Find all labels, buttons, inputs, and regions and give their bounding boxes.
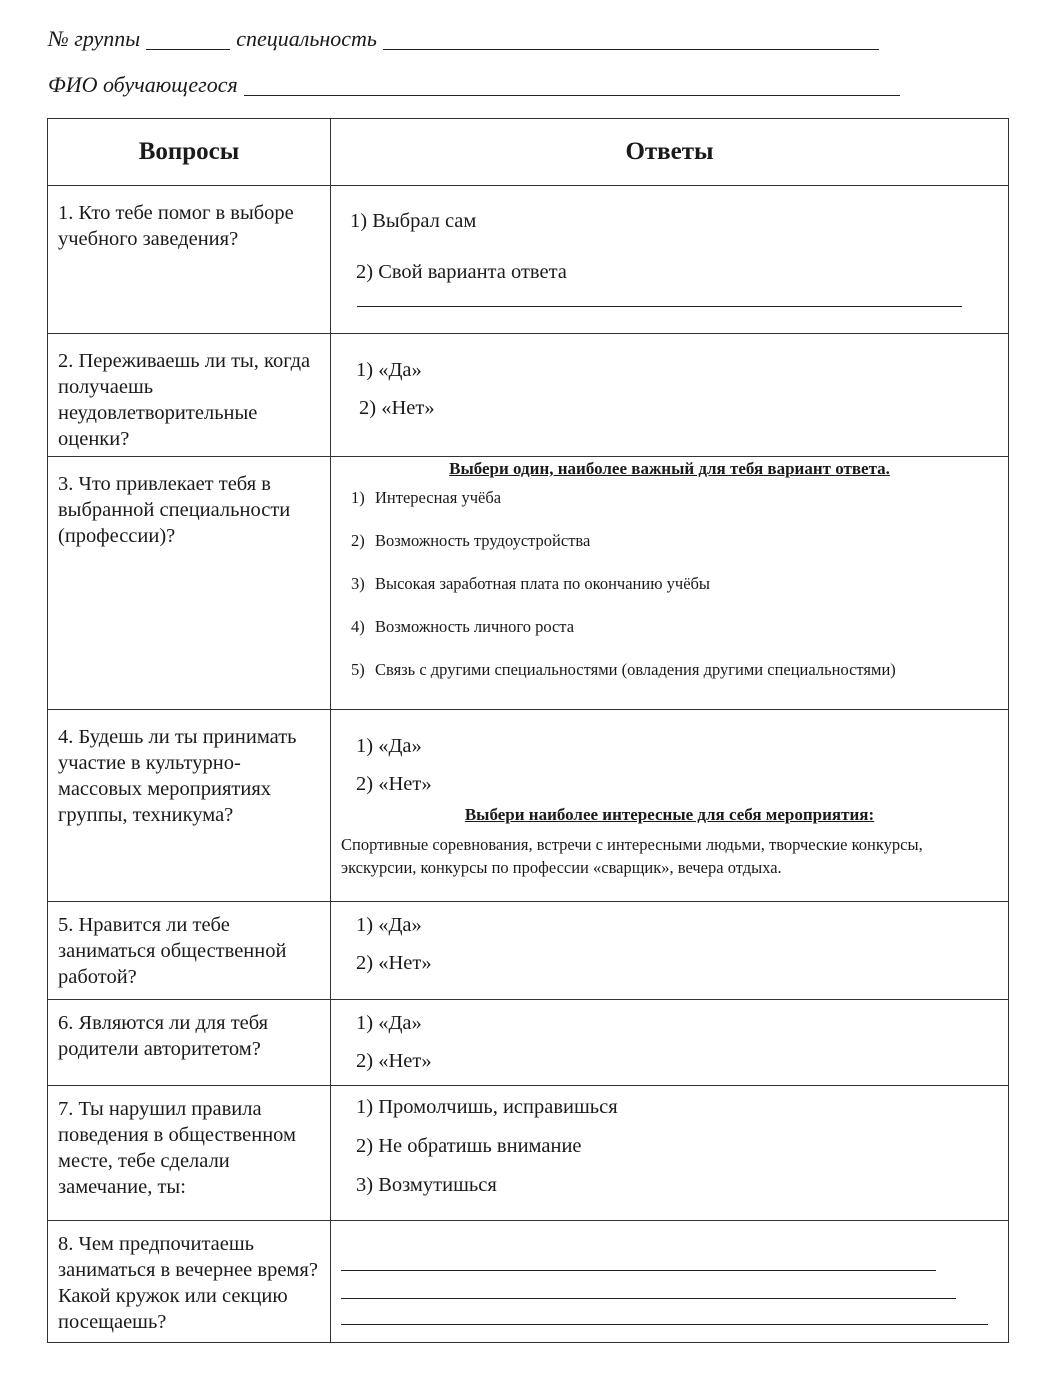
instruction-3: Выбери один, наиболее важный для тебя вариант ответа.	[449, 459, 890, 478]
question-8: 8. Чем предпочитаешь заниматься в вечернее время? Какой кружок или секцию посещаешь?	[58, 1233, 318, 1333]
option-7-1[interactable]: 1) Промолчишь, исправишься	[356, 1096, 618, 1118]
option-5-1[interactable]: 1) «Да»	[356, 914, 422, 936]
table-row	[48, 334, 1009, 457]
table-row	[48, 186, 1009, 334]
option-1-2[interactable]: 2) Свой варианта ответа	[356, 261, 567, 283]
option-2-1[interactable]: 1) «Да»	[356, 359, 422, 381]
question-4: 4. Будешь ли ты принимать участие в культурно-массовых мероприятиях группы, техникума?	[58, 726, 297, 826]
list-item[interactable]	[331, 488, 1008, 531]
answers-column-header: Ответы	[331, 119, 1009, 186]
option-6-1[interactable]: 1) «Да»	[356, 1012, 422, 1034]
table-row	[48, 457, 1009, 710]
list-number: 3)	[351, 574, 365, 593]
group-label: № группы	[48, 26, 141, 51]
fio-field[interactable]	[244, 94, 900, 96]
option-5-2[interactable]: 2) «Нет»	[356, 952, 432, 974]
question-1: 1. Кто тебе помог в выборе учебного заведения?	[58, 202, 294, 250]
answer-list-3	[331, 479, 1008, 703]
list-number: 2)	[351, 531, 365, 550]
list-item[interactable]	[331, 574, 1008, 617]
question-7: 7. Ты нарушил правила поведения в общественном месте, тебе сделали замечание, ты:	[58, 1098, 297, 1198]
question-5: 5. Нравится ли тебе заниматься общественной работой?	[58, 914, 287, 988]
option-4-1[interactable]: 1) «Да»	[356, 735, 422, 757]
specialty-label: специальность	[236, 26, 377, 51]
answer-line[interactable]	[341, 1297, 956, 1299]
question-6: 6. Являются ли для тебя родители авторитетом?	[58, 1012, 269, 1060]
table-row	[48, 1221, 1009, 1343]
list-item[interactable]	[331, 617, 1008, 660]
option-6-2[interactable]: 2) «Нет»	[356, 1050, 432, 1072]
answer-line[interactable]	[341, 1269, 936, 1271]
answer-line[interactable]	[341, 1323, 988, 1325]
table-row	[48, 1000, 1009, 1086]
specialty-field[interactable]	[383, 48, 879, 50]
list-item[interactable]	[331, 531, 1008, 574]
option-7-2[interactable]: 2) Не обратишь внимание	[356, 1135, 582, 1157]
question-2: 2. Переживаешь ли ты, когда получаешь неудовлетворительные оценки?	[58, 350, 311, 450]
survey-table	[47, 118, 1009, 1343]
table-row	[48, 902, 1009, 1000]
option-2-2[interactable]: 2) «Нет»	[359, 397, 435, 419]
instruction-4: Выбери наиболее интересные для себя мероприятия:	[464, 805, 875, 824]
group-specialty-line	[48, 26, 885, 52]
list-number: 1)	[351, 488, 365, 507]
fio-line	[48, 72, 906, 98]
list-text: Интересная учёба	[375, 488, 502, 507]
table-header-row	[48, 119, 1009, 186]
list-text: Возможность трудоустройства	[375, 531, 591, 550]
note-4: Спортивные соревнования, встречи с интересными людьми, творческие конкурсы, экскурсии, конкурсы по профессии «сварщик», вечера отдыха.	[341, 835, 923, 877]
list-number: 5)	[351, 660, 365, 679]
group-number-field[interactable]	[146, 48, 230, 50]
option-7-3[interactable]: 3) Возмутишься	[356, 1174, 497, 1196]
list-text: Высокая заработная плата по окончанию учёбы	[375, 574, 711, 593]
table-row	[48, 1086, 1009, 1221]
option-4-2[interactable]: 2) «Нет»	[356, 773, 432, 795]
question-3: 3. Что привлекает тебя в выбранной специальности (профессии)?	[58, 473, 291, 547]
questions-column-header: Вопросы	[48, 119, 331, 186]
list-text: Возможность личного роста	[375, 617, 575, 636]
option-1-1[interactable]: 1) Выбрал сам	[350, 210, 477, 232]
list-text: Связь с другими специальностями (овладения другими специальностями)	[375, 660, 896, 679]
answer-line[interactable]	[357, 305, 962, 307]
list-number: 4)	[351, 617, 365, 636]
list-item[interactable]	[331, 660, 1008, 703]
fio-label: ФИО обучающегося	[48, 72, 238, 97]
table-row	[48, 710, 1009, 902]
